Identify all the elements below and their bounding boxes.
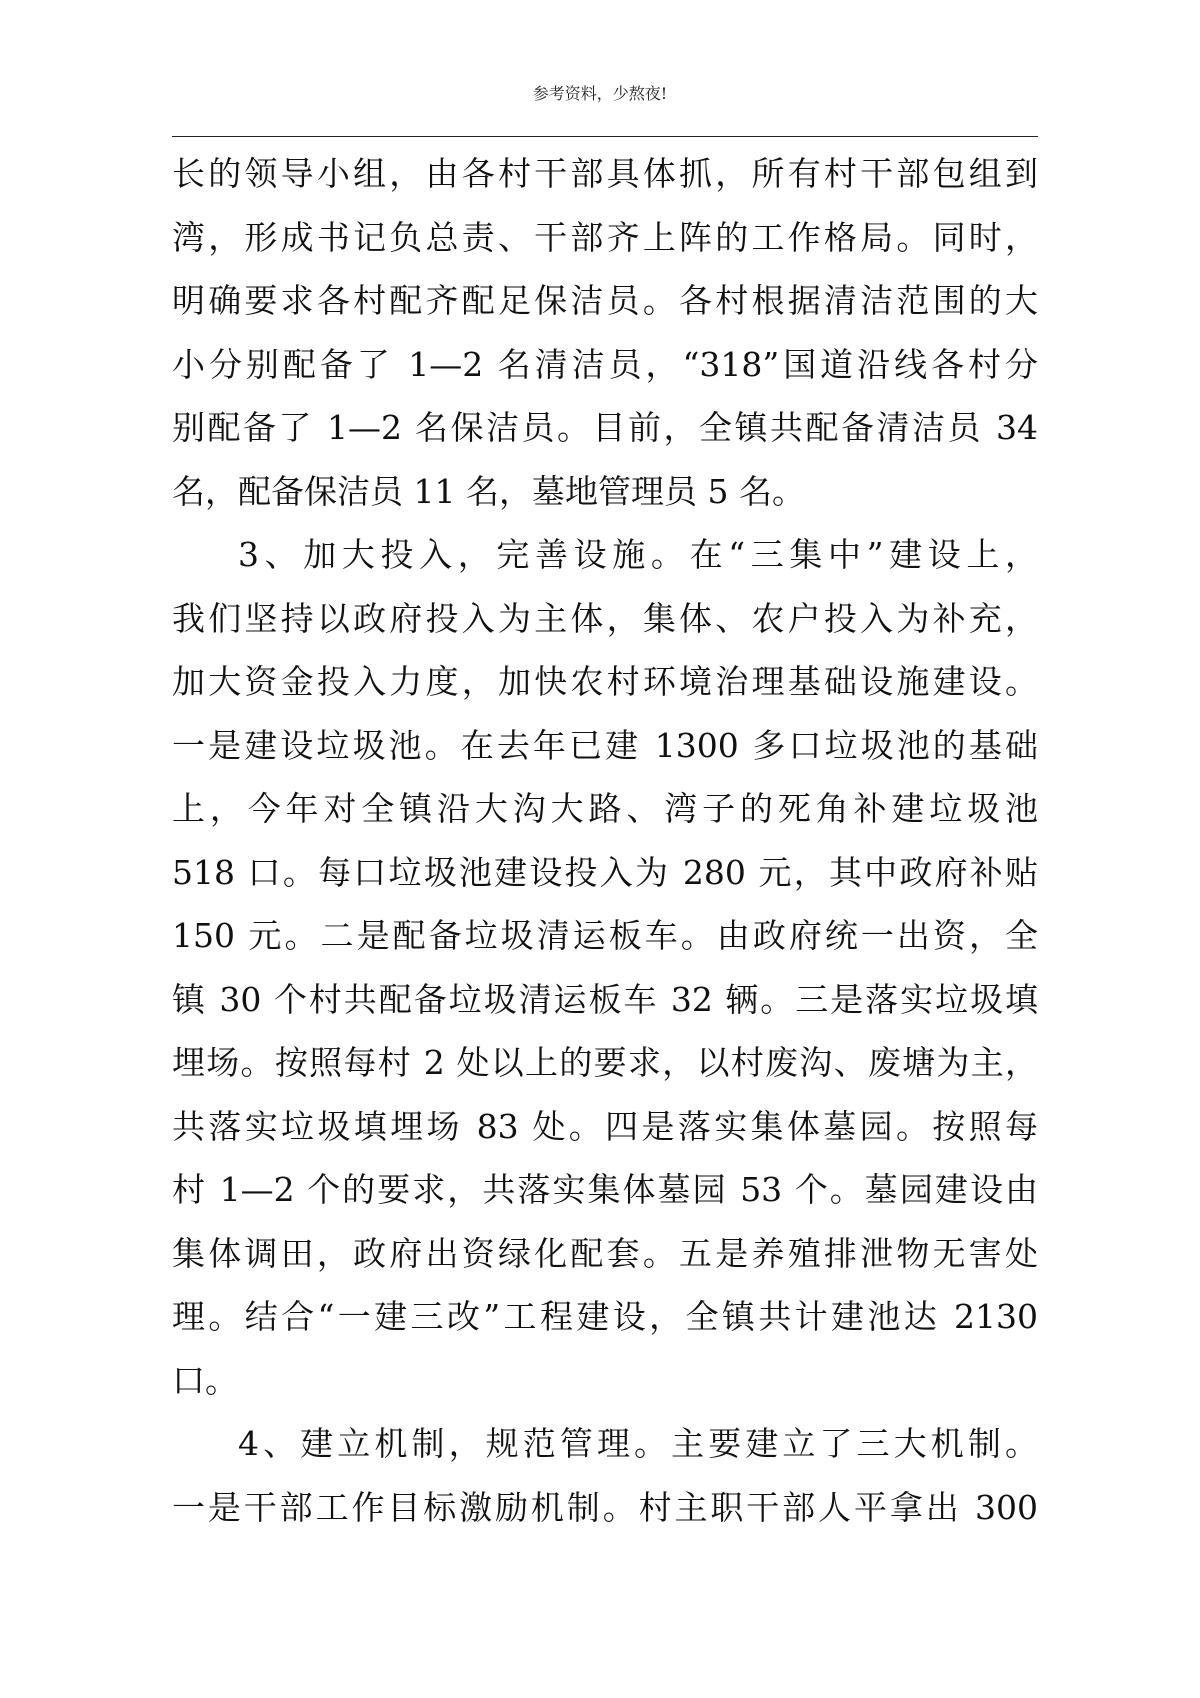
- text-line: 一是建设垃圾池。在去年已建 1300 多口垃圾池的基础: [172, 725, 1038, 765]
- text-line: 镇 30 个村共配备垃圾清运板车 32 辆。三是落实垃圾填: [172, 979, 1038, 1019]
- text-line: 名，配备保洁员 11 名，墓地管理员 5 名。: [172, 471, 805, 511]
- text-line: 明确要求各村配齐配足保洁员。各村根据清洁范围的大: [172, 281, 1038, 320]
- text-line: 埋场。按照每村 2 处以上的要求，以村废沟、废塘为主，: [172, 1043, 1038, 1082]
- text-line: 加大资金投入力度，加快农村环境治理基础设施建设。: [172, 662, 1038, 701]
- text-line: 518 口。每口垃圾池建设投入为 280 元，其中政府补贴: [172, 852, 1038, 892]
- text-line: 理。结合“一建三改”工程建设，全镇共计建池达 2130: [172, 1297, 1038, 1336]
- text-line: 长的领导小组，由各村干部具体抓，所有村干部包组到: [172, 154, 1038, 193]
- text-line: 村 1—2 个的要求，共落实集体墓园 53 个。墓园建设由: [172, 1170, 1038, 1209]
- text-line: 我们坚持以政府投入为主体，集体、农户投入为补充，: [172, 598, 1038, 638]
- text-line: 150 元。二是配备垃圾清运板车。由政府统一出资，全: [172, 916, 1038, 955]
- text-line: 4、建立机制，规范管理。主要建立了三大机制。: [238, 1424, 1038, 1463]
- paragraph-3: [172, 1412, 1038, 1539]
- page-header: 参考资料，少熬夜!: [532, 84, 668, 103]
- text-line: 共落实垃圾填埋场 83 处。四是落实集体墓园。按照每: [172, 1106, 1038, 1146]
- paragraph-2: [172, 523, 1038, 1412]
- document-body: [172, 142, 1038, 1539]
- text-line: 一是干部工作目标激励机制。村主职干部人平拿出 300: [172, 1487, 1038, 1527]
- text-line: 3、加大投入，完善设施。在“三集中”建设上，: [238, 535, 1038, 574]
- text-line: 小分别配备了 1—2 名清洁员，“318”国道沿线各村分: [172, 344, 1038, 384]
- text-line: 湾，形成书记负总责、干部齐上阵的工作格局。同时，: [172, 217, 1038, 257]
- paragraph-1: [172, 142, 1038, 523]
- text-line: 集体调田，政府出资绿化配套。五是养殖排泄物无害处: [172, 1233, 1038, 1273]
- text-line: 上，今年对全镇沿大沟大路、湾子的死角补建垃圾池: [172, 789, 1038, 828]
- text-line: 口。: [172, 1360, 238, 1400]
- text-line: 别配备了 1—2 名保洁员。目前，全镇共配备清洁员 34: [172, 408, 1038, 447]
- header-divider: [172, 136, 1038, 137]
